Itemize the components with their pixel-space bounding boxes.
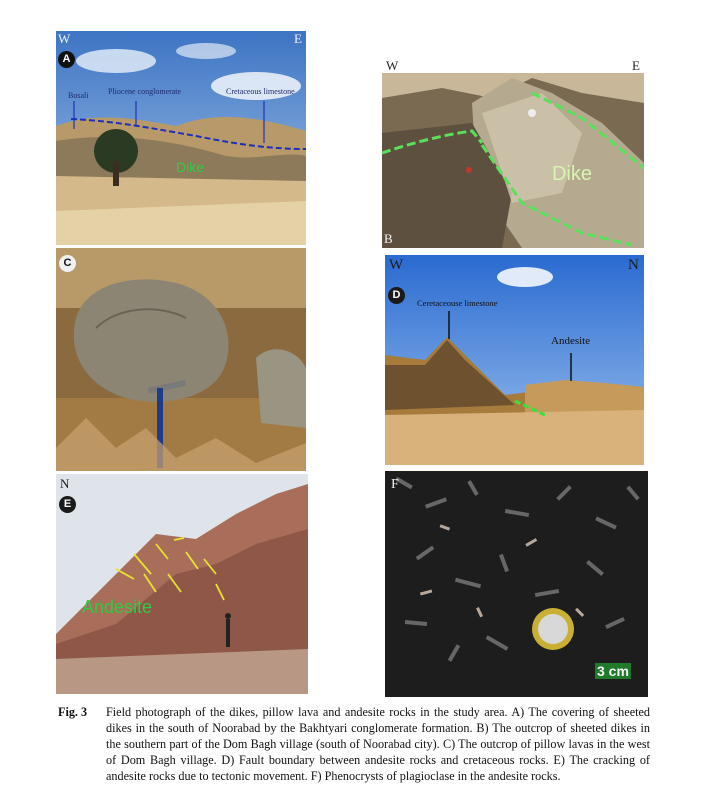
panel-f-photo <box>385 471 648 697</box>
panel-e-image <box>56 474 308 694</box>
panel-a-west-marker: W <box>58 31 71 46</box>
panel-b-image <box>382 73 644 248</box>
panel-a-letter: A <box>58 51 75 68</box>
panel-c-letter: C <box>59 255 76 272</box>
figure-caption <box>58 704 650 784</box>
panel-d-label-limestone: Ceretaceouse limestone <box>417 298 498 308</box>
figure-caption-text: Field photograph of the dikes, pillow lava and andesite rocks in the study area. A) The covering of sheeted dikes in the south of Noorabad by the Bakhtyari conglomerate formation. B) The outcrop of sheeted dikes in the southern part of the Dom Bagh village (south of Noorabad city). C) The outcrop of pillow lavas in the west of Dom Bagh village. D) Fault boundary between andesite rocks and cretaceous rocks. E) The cracking of andesite rocks due to tectonic movement. F) Phenocrysts of plagioclase in the andesite rocks. <box>106 705 650 783</box>
panel-e-north-marker: N <box>60 476 70 491</box>
panel-b-west-marker: W <box>386 58 399 73</box>
panel-a-label-cretaceous: Cretaceous limestone <box>226 87 295 96</box>
panel-b-east-marker: E <box>632 58 640 73</box>
panel-d-label-andesite: Andesite <box>551 335 591 347</box>
figure-number: Fig. 3 <box>58 705 88 719</box>
panel-c-image <box>56 248 306 471</box>
panel-a-photo <box>56 31 306 245</box>
panel-e-letter: E <box>59 496 76 513</box>
panel-b-letter: B <box>384 231 393 246</box>
panel-c-photo <box>56 248 306 471</box>
panel-d-image <box>385 255 644 465</box>
panel-a-image <box>56 31 306 245</box>
panel-d-photo <box>385 255 644 465</box>
panel-d-west-marker: W <box>389 257 404 273</box>
panel-a-label-pliocene: Pliocene conglomerate <box>108 87 182 96</box>
panel-f-scale-label: 3 cm <box>597 663 629 679</box>
panel-b-photo <box>382 73 644 248</box>
panel-d-north-marker: N <box>628 257 639 273</box>
panel-a-label-bosali: Bosali <box>68 91 89 100</box>
panel-d-letter: D <box>388 287 405 304</box>
panel-a-east-marker: E <box>294 31 302 46</box>
panel-a-label-dike: Dike <box>176 159 205 175</box>
panel-b-label-dike: Dike <box>552 163 593 185</box>
panel-e-label-andesite: Andesite <box>82 597 153 617</box>
panel-f-letter: F <box>391 477 399 492</box>
panel-e-photo <box>56 474 308 694</box>
